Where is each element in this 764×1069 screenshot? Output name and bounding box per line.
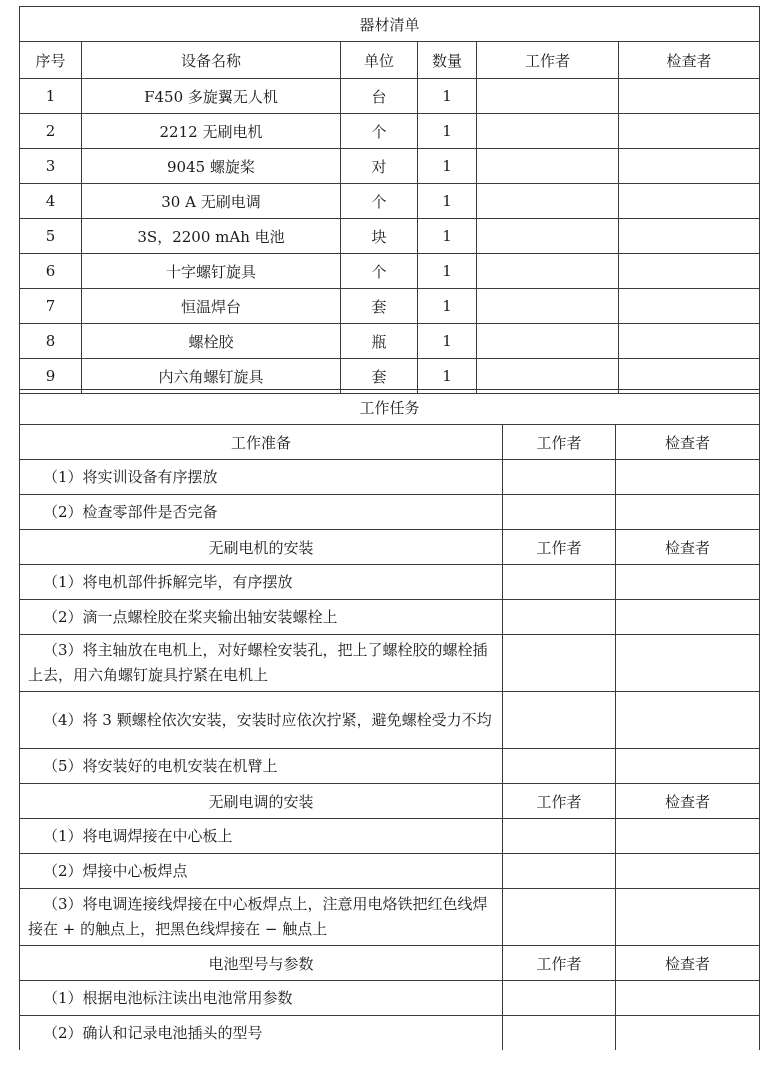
- task-item: （1）根据电池标注读出电池常用参数: [20, 981, 503, 1016]
- table-cell: 个: [341, 184, 418, 219]
- task-item: （5）将安装好的电机安装在机臂上: [20, 749, 503, 784]
- table-cell: 套: [341, 359, 418, 394]
- section-title: 电池型号与参数: [20, 946, 503, 981]
- task-item: （4）将 3 颗螺栓依次安装，安装时应依次拧紧，避免螺栓受力不均: [20, 692, 503, 749]
- task-row: [20, 1016, 760, 1051]
- table-row: [20, 324, 760, 359]
- table-cell: 块: [341, 219, 418, 254]
- task-row: [20, 495, 760, 530]
- table-row: [20, 79, 760, 114]
- task-item: （1）将电调焊接在中心板上: [20, 819, 503, 854]
- table-cell: 1: [418, 289, 477, 324]
- table-cell: F450 多旋翼无人机: [82, 79, 341, 114]
- worker-cell: [503, 1016, 616, 1051]
- table-cell: [619, 289, 760, 324]
- table-cell: [619, 254, 760, 289]
- checker-cell: [616, 749, 760, 784]
- table-cell: 3: [20, 149, 82, 184]
- checker-header: 检查者: [616, 946, 760, 981]
- task-row: [20, 749, 760, 784]
- table-cell: 个: [341, 254, 418, 289]
- worker-cell: [503, 819, 616, 854]
- table-cell: 恒温焊台: [82, 289, 341, 324]
- checker-header: 检查者: [616, 530, 760, 565]
- equipment-title-row: [20, 7, 760, 42]
- table-cell: 1: [418, 324, 477, 359]
- table-cell: 1: [20, 79, 82, 114]
- checker-cell: [616, 495, 760, 530]
- table-cell: 8: [20, 324, 82, 359]
- table-cell: [477, 149, 619, 184]
- table-cell: 3S，2200 mAh 电池: [82, 219, 341, 254]
- section-title: 无刷电调的安装: [20, 784, 503, 819]
- table-cell: 2: [20, 114, 82, 149]
- table-cell: 瓶: [341, 324, 418, 359]
- worker-cell: [503, 635, 616, 692]
- section-header-row: [20, 425, 760, 460]
- table-cell: 2212 无刷电机: [82, 114, 341, 149]
- task-title: 工作任务: [20, 390, 760, 425]
- task-row: [20, 889, 760, 946]
- table-cell: [477, 219, 619, 254]
- task-item: （3）将主轴放在电机上，对好螺栓安装孔，把上了螺栓胶的螺栓插上去，用六角螺钉旋具拧紧在电机上: [20, 635, 503, 692]
- task-row: [20, 854, 760, 889]
- task-row: [20, 460, 760, 495]
- task-title-row: [20, 390, 760, 425]
- table-cell: 4: [20, 184, 82, 219]
- task-item: （2）检查零部件是否完备: [20, 495, 503, 530]
- checker-cell: [616, 635, 760, 692]
- checker-cell: [616, 889, 760, 946]
- table-cell: [477, 254, 619, 289]
- table-cell: 十字螺钉旋具: [82, 254, 341, 289]
- table-cell: 1: [418, 79, 477, 114]
- checker-cell: [616, 565, 760, 600]
- checker-cell: [616, 600, 760, 635]
- task-item: （2）确认和记录电池插头的型号: [20, 1016, 503, 1051]
- section-header-row: [20, 530, 760, 565]
- table-cell: [619, 324, 760, 359]
- worker-header: 工作者: [503, 425, 616, 460]
- task-item: （1）将电机部件拆解完毕，有序摆放: [20, 565, 503, 600]
- task-row: [20, 692, 760, 749]
- table-cell: 1: [418, 219, 477, 254]
- table-cell: [477, 324, 619, 359]
- table-cell: 30 A 无刷电调: [82, 184, 341, 219]
- section-header-row: [20, 784, 760, 819]
- table-cell: 7: [20, 289, 82, 324]
- task-row: [20, 819, 760, 854]
- table-cell: [477, 184, 619, 219]
- table-cell: 1: [418, 254, 477, 289]
- worker-cell: [503, 889, 616, 946]
- task-row: [20, 565, 760, 600]
- table-cell: [477, 289, 619, 324]
- table-cell: 个: [341, 114, 418, 149]
- checker-cell: [616, 692, 760, 749]
- equipment-header-row: [20, 42, 760, 79]
- task-item: （2）滴一点螺栓胶在桨夹输出轴安装螺栓上: [20, 600, 503, 635]
- worker-cell: [503, 565, 616, 600]
- worker-cell: [503, 600, 616, 635]
- table-cell: [477, 114, 619, 149]
- equipment-title: 器材清单: [20, 7, 760, 42]
- table-cell: [619, 219, 760, 254]
- table-cell: [477, 79, 619, 114]
- table-cell: [619, 149, 760, 184]
- table-cell: [619, 114, 760, 149]
- column-header: 检查者: [619, 42, 760, 79]
- worker-cell: [503, 692, 616, 749]
- worker-header: 工作者: [503, 530, 616, 565]
- checker-header: 检查者: [616, 784, 760, 819]
- table-row: [20, 254, 760, 289]
- column-header: 数量: [418, 42, 477, 79]
- column-header: 单位: [341, 42, 418, 79]
- worker-cell: [503, 749, 616, 784]
- checker-cell: [616, 1016, 760, 1051]
- section-title: 工作准备: [20, 425, 503, 460]
- worker-header: 工作者: [503, 784, 616, 819]
- worker-cell: [503, 495, 616, 530]
- task-row: [20, 600, 760, 635]
- equipment-table: [19, 6, 760, 394]
- worker-cell: [503, 460, 616, 495]
- table-cell: 5: [20, 219, 82, 254]
- column-header: 工作者: [477, 42, 619, 79]
- section-header-row: [20, 946, 760, 981]
- task-table: [19, 389, 760, 1050]
- table-cell: 台: [341, 79, 418, 114]
- table-row: [20, 114, 760, 149]
- table-row: [20, 149, 760, 184]
- checker-header: 检查者: [616, 425, 760, 460]
- checker-cell: [616, 819, 760, 854]
- table-row: [20, 289, 760, 324]
- worker-cell: [503, 981, 616, 1016]
- checker-cell: [616, 854, 760, 889]
- column-header: 序号: [20, 42, 82, 79]
- table-cell: [619, 184, 760, 219]
- task-item: （3）将电调连接线焊接在中心板焊点上，注意用电烙铁把红色线焊接在 + 的触点上，把黑色线焊接在 − 触点上: [20, 889, 503, 946]
- column-header: 设备名称: [82, 42, 341, 79]
- table-cell: 9045 螺旋桨: [82, 149, 341, 184]
- table-cell: 1: [418, 114, 477, 149]
- task-item: （1）将实训设备有序摆放: [20, 460, 503, 495]
- table-cell: [619, 79, 760, 114]
- table-cell: 对: [341, 149, 418, 184]
- task-row: [20, 635, 760, 692]
- table-cell: 9: [20, 359, 82, 394]
- table-cell: 1: [418, 184, 477, 219]
- table-row: [20, 184, 760, 219]
- table-cell: 内六角螺钉旋具: [82, 359, 341, 394]
- task-row: [20, 981, 760, 1016]
- table-cell: 6: [20, 254, 82, 289]
- section-title: 无刷电机的安装: [20, 530, 503, 565]
- task-item: （2）焊接中心板焊点: [20, 854, 503, 889]
- table-row: [20, 219, 760, 254]
- checker-cell: [616, 460, 760, 495]
- table-cell: 套: [341, 289, 418, 324]
- table-cell: 1: [418, 359, 477, 394]
- table-cell: 1: [418, 149, 477, 184]
- table-cell: 螺栓胶: [82, 324, 341, 359]
- checker-cell: [616, 981, 760, 1016]
- worker-cell: [503, 854, 616, 889]
- worker-header: 工作者: [503, 946, 616, 981]
